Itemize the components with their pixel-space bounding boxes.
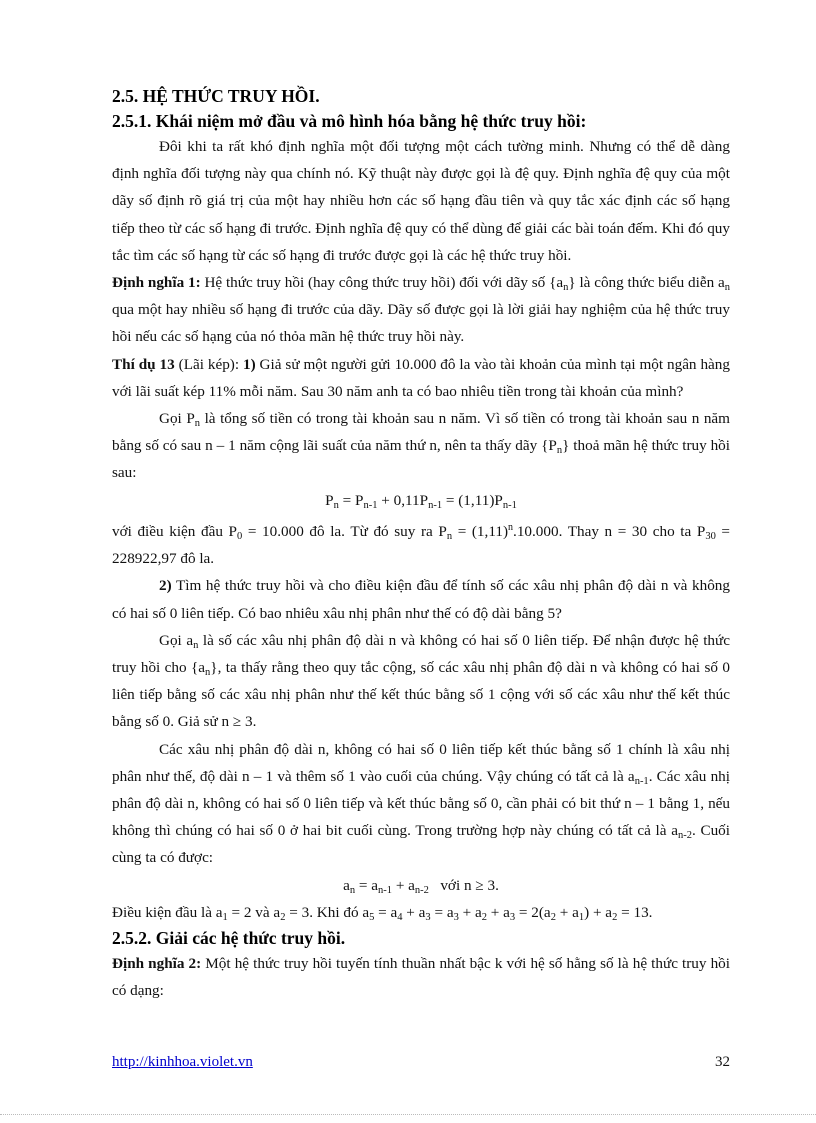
definition-1: Định nghĩa 1: Hệ thức truy hồi (hay công thức truy hồi) đối với dãy số $\{a_n\}$ là công thức biểu diễn $a_n$ qua một hay nhiều số hạng đi trước của dãy. Dãy số được gọi là lời giải hay nghiệm của hệ thức truy hồi nếu các số hạng của nó thỏa mãn hệ thức truy hồi này. [112, 274, 730, 346]
definition-1-label: Định nghĩa 1: [112, 274, 201, 292]
section-title: 2.5. HỆ THỨC TRUY HỒI. [112, 86, 320, 106]
page-bottom-divider [0, 1114, 816, 1115]
example-13-problem-1: Thí dụ 13 (Lãi kép): 1) Giả sử một người gửi 10.000 đô la vào tài khoản của mình tại một ngân hàng với lãi suất kép 11% mỗi năm. Sau 30 năm anh ta có bao nhiêu tiền trong tài khoản của mình? [112, 355, 730, 400]
intro-paragraph: Đôi khi ta rất khó định nghĩa một đối tượng một cách tường minh. Nhưng có thể dễ dàng định nghĩa đối tượng này qua chính nó. Kỹ thuật này được gọi là đệ quy. Định nghĩa đệ quy của một dãy số định rõ giá trị của một hay nhiều hơn các số hạng đầu tiên và quy tắc xác định các số hạng tiếp theo từ các số hạng đi trước. Định nghĩa đệ quy có thể dùng để giải các bài toán đếm. Khi đó quy tắc tìm các số hạng từ các số hạng đi trước được gọi là các hệ thức truy hồi. [112, 138, 730, 264]
definition-2: Định nghĩa 2: Một hệ thức truy hồi tuyến tính thuần nhất bậc k với hệ số hằng số là hệ thức truy hồi có dạng: [112, 954, 730, 1000]
page-footer [112, 1054, 730, 1071]
definition-2-label: Định nghĩa 2: [112, 954, 202, 972]
example-13-solution-1: Gọi $P_n$ là tổng số tiền có trong tài khoản sau n năm. Vì số tiền có trong tài khoản sau n năm bằng số có sau n – 1 năm cộng lãi suất của năm thứ n, nên ta thấy dãy $\{P_n\}$ thoả mãn hệ thức truy hồi sau: [112, 410, 730, 482]
example-13-solution-2a: Gọi $a_n$ là số các xâu nhị phân độ dài n và không có hai số 0 liên tiếp. Để nhận được hệ thức truy hồi cho $\{a_n\}$, ta thấy rằng theo quy tắc cộng, số các xâu nhị phân độ dài n và không có hai số 0 liên tiếp bằng số các xâu nhị phân như thế kết thúc bằng số 1 cộng với số các xâu như thế kết thúc bằng số 0. Giả sử n ≥ 3. [112, 631, 730, 731]
page-number: 32 [715, 1054, 730, 1070]
footer-link[interactable]: http://kinhhoa.violet.vn [112, 1054, 253, 1070]
document-page [112, 84, 730, 1004]
equation-compound-interest: $P_n = P_{n-1} + 0,11P_{n-1} = (1,11)P_{n-1}$ [325, 491, 517, 511]
example-13-solution-2b: Các xâu nhị phân độ dài n, không có hai số 0 liên tiếp kết thúc bằng số 1 chính là xâu nhị phân như thế, độ dài n – 1 và thêm số 1 vào cuối của chúng. Vậy chúng có tất cả là $a_{n-1}$. Các xâu nhị phân độ dài n, không có hai số 0 liên tiếp và kết thúc bằng số 0, cần phải có bit thứ n – 1 bằng 1, nếu không thì chúng có hai số 0 ở hai bit cuối cùng. Trong trường hợp này chúng có tất cả là $a_{n-2}$. Cuối cùng ta có được: [112, 740, 730, 867]
initial-conditions: Điều kiện đầu là $a_1 = 2$ và $a_2 = 3$. Khi đó $a_5 = a_4 + a_3 = a_3 + a_2 + a_3 = 2(a_2 + a_1) + a_2 = 13$. [112, 903, 653, 923]
subsection-title-2-5-2: 2.5.2. Giải các hệ thức truy hồi. [112, 927, 346, 948]
example-13-result-1: với điều kiện đầu $P_0 = 10.000$ đô la. Từ đó suy ra $P_n = (1,11)^n.10.000$. Thay n = 30 cho ta $P_{30} = 228922,97$ đô la. [112, 521, 730, 568]
example-13-problem-2: 2) Tìm hệ thức truy hồi và cho điều kiện đầu để tính số các xâu nhị phân độ dài n và không có hai số 0 liên tiếp. Có bao nhiêu xâu nhị phân như thế có độ dài bằng 5? [112, 577, 730, 622]
example-13-label: Thí dụ 13 [112, 355, 175, 373]
equation-binary-strings: $a_n = a_{n-1} + a_{n-2}$ với n ≥ 3. [343, 876, 499, 896]
subsection-title-2-5-1: 2.5.1. Khái niệm mở đầu và mô hình hóa bằng hệ thức truy hồi: [112, 111, 587, 131]
